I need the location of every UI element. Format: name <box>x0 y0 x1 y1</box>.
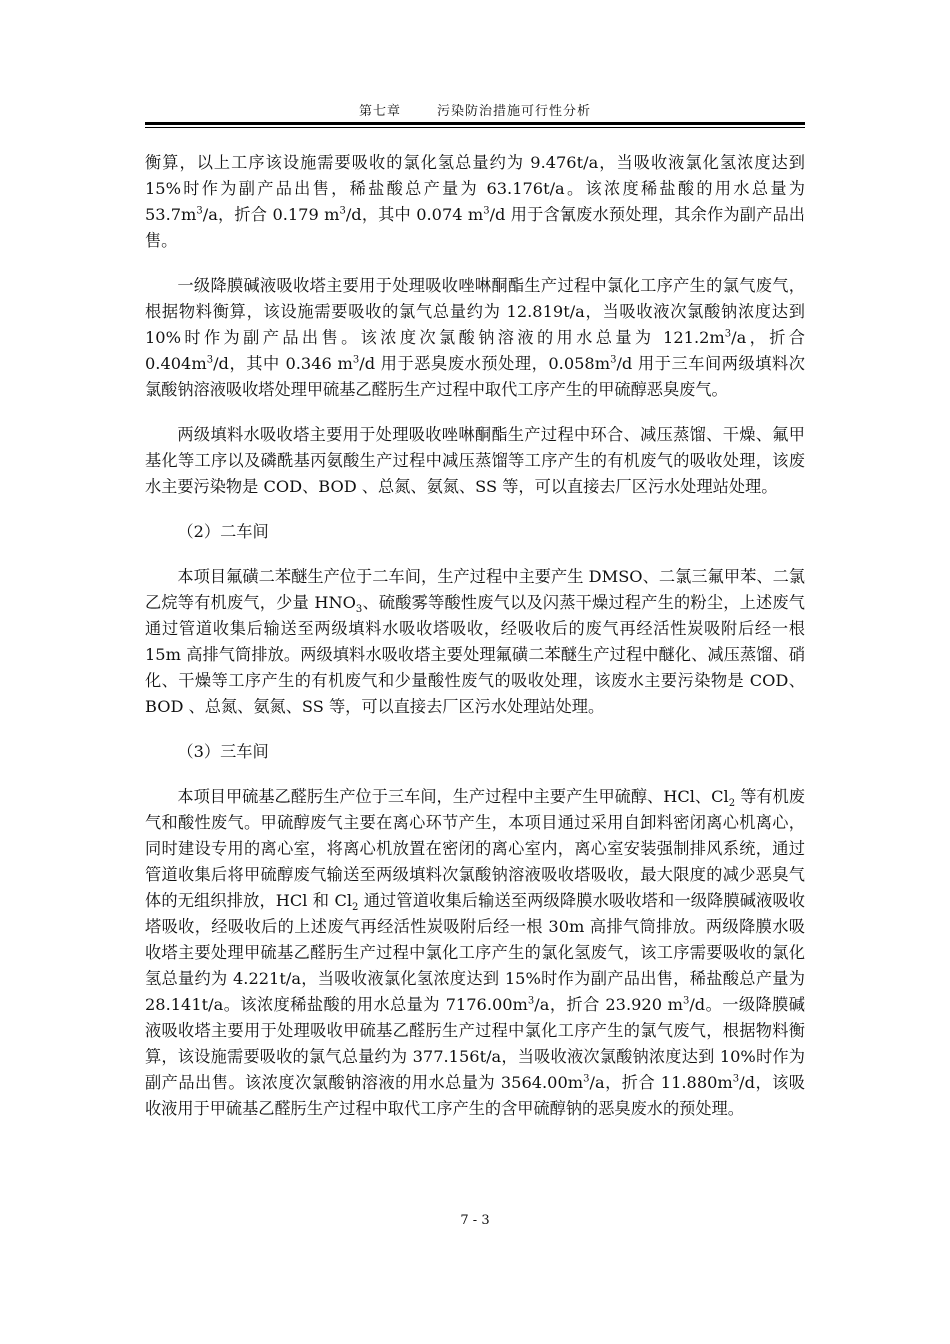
paragraph: 一级降膜碱液吸收塔主要用于处理吸收唑啉酮酯生产过程中氯化工序产生的氯气废气，根据物料衡算，该设施需要吸收的氯气总量约为 12.819t/a，当吸收液次氯酸钠浓度达到 10%时作为副产品出售。该浓度次氯酸钠溶液的用水总量为 $121.2m^3/a$，折合 $0.404m^3/d$，其中 0.346 $m^3/d$ 用于恶臭废水预处理，$0.058m^3/d$ 用于三车间两级填料次氯酸钠溶液吸收塔处理甲硫基乙醛肟生产过程中取代工序产生的甲硫醇恶臭废气。 <box>145 276 805 399</box>
paragraph: 两级填料水吸收塔主要用于处理吸收唑啉酮酯生产过程中环合、减压蒸馏、干燥、氟甲基化等工序以及磷酰基丙氨酸生产过程中减压蒸馏等工序产生的有机废气的吸收处理，该废水主要污染物是 COD、BOD 、总氮、氨氮、SS 等，可以直接去厂区污水处理站处理。 <box>145 425 805 496</box>
header-rule-thick <box>145 122 805 125</box>
section-heading: （2）二车间 <box>177 522 269 541</box>
paragraph: 本项目甲硫基乙醛肟生产位于三车间，生产过程中主要产生甲硫醇、HCl、$Cl_2$ 等有机废气和酸性废气。甲硫醇废气主要在离心环节产生，本项目通过采用自卸料密闭离心机离心，同时建设专用的离心室，将离心机放置在密闭的离心室内，离心室安装强制排风系统，通过管道收集后将甲硫醇废气输送至两级填料次氯酸钠溶液吸收塔吸收，最大限度的减少恶臭气体的无组织排放，HCl 和 $Cl_2$ 通过管道收集后输送至两级降膜水吸收塔和一级降膜碱液吸收塔吸收，经吸收后的上述废气再经活性炭吸附后经一根 30m 高排气筒排放。两级降膜水吸收塔主要处理甲硫基乙醛肟生产过程中氯化工序产生的氯化氢废气，该工序需要吸收的氯化氢总量约为 4.221t/a，当吸收液氯化氢浓度达到 15%时作为副产品出售，稀盐酸总产量为 28.141t/a。该浓度稀盐酸的用水总量为 $7176.00m^3/a$，折合 23.920 $m^3/d$。一级降膜碱液吸收塔主要用于处理吸收甲硫基乙醛肟生产过程中氯化工序产生的氯气废气，根据物料衡算，该设施需要吸收的氯气总量约为 377.156t/a，当吸收液次氯酸钠浓度达到 10%时作为副产品出售。该浓度次氯酸钠溶液的用水总量为 $3564.00m^3/a$，折合 $11.880m^3/d$，该吸收液用于甲硫基乙醛肟生产过程中取代工序产生的含甲硫醇钠的恶臭废水的预处理。 <box>145 787 805 1118</box>
page-number: 7 - 3 <box>460 1213 490 1228</box>
page-header <box>145 100 805 119</box>
body-text <box>145 150 805 1141</box>
header-rule-thin <box>145 127 805 128</box>
section-heading: （3）三车间 <box>177 742 269 761</box>
chapter-title: 污染防治措施可行性分析 <box>437 104 592 119</box>
paragraph: 本项目氟磺二苯醚生产位于二车间，生产过程中主要产生 DMSO、二氯三氟甲苯、二氯乙烷等有机废气，少量 $HNO_3$、硫酸雾等酸性废气以及闪蒸干燥过程产生的粉尘，上述废气通过管道收集后输送至两级填料水吸收塔吸收，经吸收后的废气再经活性炭吸附后经一根 15m 高排气筒排放。两级填料水吸收塔主要处理氟磺二苯醚生产过程中醚化、减压蒸馏、硝化、干燥等工序产生的有机废气和少量酸性废气的吸收处理，该废水主要污染物是 COD、BOD 、总氮、氨氮、SS 等，可以直接去厂区污水处理站处理。 <box>145 567 805 716</box>
paragraph: 衡算，以上工序该设施需要吸收的氯化氢总量约为 9.476t/a，当吸收液氯化氢浓度达到 15%时作为副产品出售，稀盐酸总产量为 63.176t/a。该浓度稀盐酸的用水总量为 $53.7m^3/a$，折合 0.179 $m^3/d$，其中 0.074 $m^3/d$ 用于含氰废水预处理，其余作为副产品出售。 <box>145 153 805 250</box>
chapter-label: 第七章 <box>358 104 401 119</box>
